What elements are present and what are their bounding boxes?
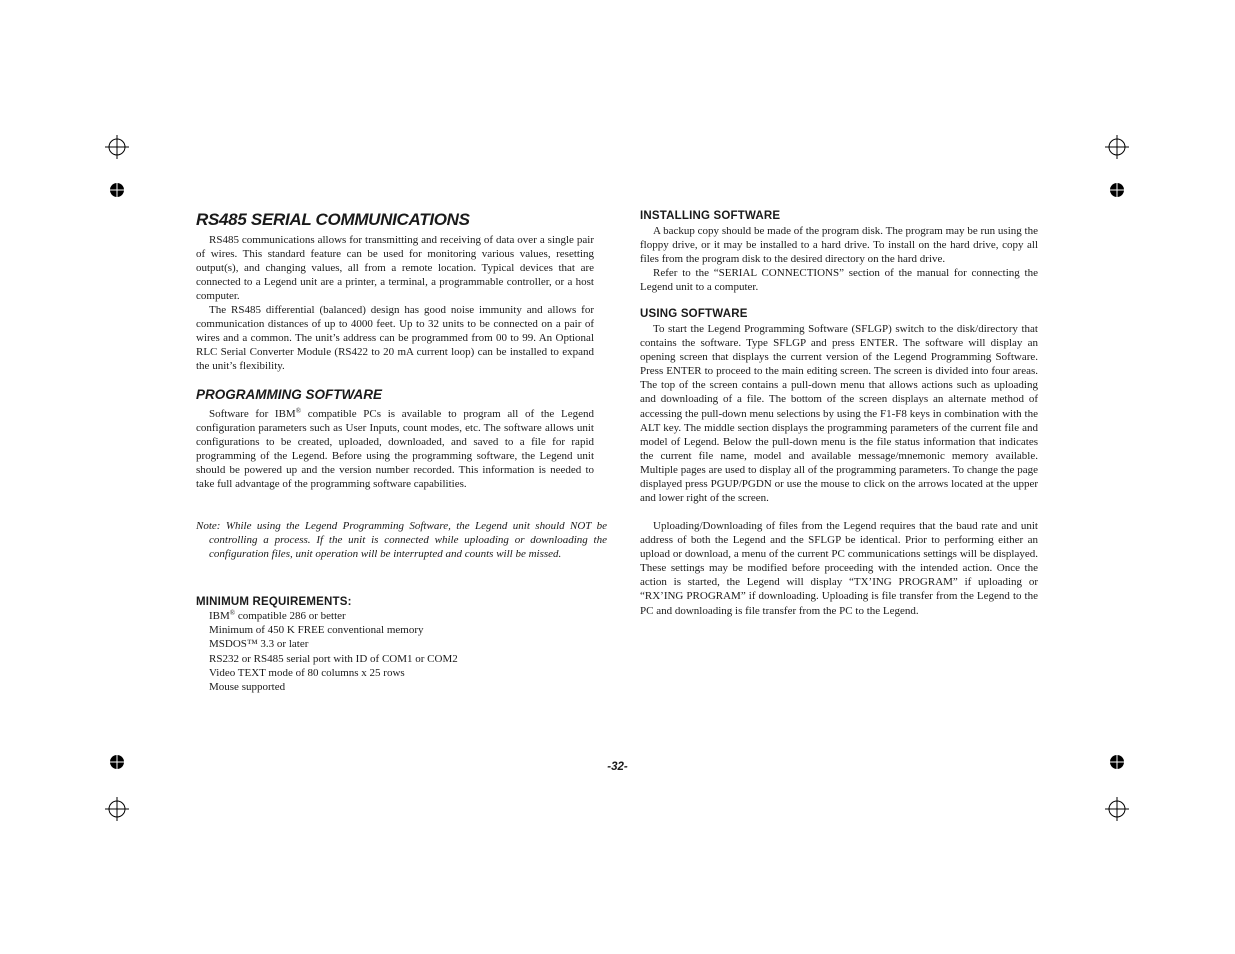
registration-crosshair-icon <box>105 135 129 159</box>
list-item: Minimum of 450 K FREE conventional memory <box>209 624 424 637</box>
list-item: Mouse supported <box>209 681 286 694</box>
programming-software-heading: PROGRAMMING SOFTWARE <box>196 387 382 402</box>
registered-mark: ® <box>295 407 302 415</box>
programming-software-text: compatible PCs is available to program all of the Legend configuration parameters such as User Inputs, count modes, etc. The software allows unit configurations to be created, uploaded, downloaded, and saved to a file for rapid programming of the Legend. Before using the programming software, the Legend unit should be powered up and the version number recorded. This information is needed to take full advantage of the programming software capabilities. <box>196 408 594 491</box>
installing-software-heading: INSTALLING SOFTWARE <box>640 210 781 222</box>
installing-software-paragraph: A backup copy should be made of the program disk. The program may be run using the floppy drive, or it may be installed to a hard drive. To install on the hard drive, copy all files from the program disk to the desired directory on the hard drive. <box>640 225 1038 266</box>
registration-crosshair-icon <box>105 797 129 821</box>
using-software-paragraph: To start the Legend Programming Software (SFLGP) switch to the disk/directory that contains the software. Type SFLGP and press ENTER. The software will display an opening screen that displays the current version of the Legend Programming Software. Press ENTER to proceed to the main editing screen. The screen is divided into four areas. The top of the screen contains a pull-down menu that allows actions such as uploading and downloading of a file. The bottom of the screen displays an alternate method of accessing the pull-down menu selections by using the F1-F8 keys in combination with the ALT key. The middle section displays the programming parameters of the current file and model of Legend. Below the pull-down menu is the file status information that indicates the current file name, model and available message/mnemonic memory available. Multiple pages are used to display all of the programming parameters. To change the page displayed press PGUP/PGDN or use the mouse to click on the arrows located at the upper and lower right of the screen. <box>640 323 1038 505</box>
rs485-design-paragraph: The RS485 differential (balanced) design has good noise immunity and allows for communication distances of up to 4000 feet. Up to 32 units to be connected on a pair of wires and a common. The unit’s address can be programmed from 00 to 99. An Optional RLC Serial Converter Module (RS422 to 20 mA current loop) can be installed to expand the unit’s flexibility. <box>196 304 594 373</box>
list-item: RS232 or RS485 serial port with ID of COM1 or COM2 <box>209 652 458 665</box>
rs485-intro-paragraph: RS485 communications allows for transmitting and receiving of data over a single pair of wires. This standard feature can be used for monitoring various values, resetting output(s), and changing values, all from a remote location. Typical devices that are connected to a Legend unit are a printer, a terminal, a programmable controller, or a host computer. <box>196 234 594 303</box>
section-title-rs485: RS485 SERIAL COMMUNICATIONS <box>196 210 470 229</box>
list-item: Video TEXT mode of 80 columns x 25 rows <box>209 666 405 679</box>
upload-download-paragraph: Uploading/Downloading of files from the Legend requires that the baud rate and unit address of both the Legend and the SFLGP be identical. Prior to performing either an upload or download, a menu of the current PC communications settings will be displayed. These settings may be modified before proceeding with the intended action. Once the action is started, the Legend will display “TX’ING PROGRAM” if uploading or “RX’ING PROGRAM” if downloading. Uploading is file transfer from the Legend to the PC and downloading is file transfer from the PC to the Legend. <box>640 520 1038 617</box>
ibm-text: IBM <box>209 610 230 622</box>
minimum-requirements-heading: MINIMUM REQUIREMENTS: <box>196 596 352 608</box>
software-note: Note: While using the Legend Programming Software, the Legend unit should NOT be controlling a process. If the unit is connected while uploading or downloading the configuration files, unit operation will be interrupted and counts will be missed. <box>196 520 607 561</box>
list-item <box>209 609 458 623</box>
using-software-heading: USING SOFTWARE <box>640 308 748 320</box>
requirement-text: compatible 286 or better <box>235 610 346 622</box>
list-item: MSDOS™ 3.3 or later <box>209 638 309 651</box>
requirements-list <box>209 609 458 694</box>
registration-dot-icon <box>109 182 125 198</box>
registered-mark: ® <box>229 609 236 617</box>
programming-software-paragraph <box>196 407 594 492</box>
registration-crosshair-icon <box>1105 135 1129 159</box>
serial-connections-paragraph: Refer to the “SERIAL CONNECTIONS” section of the manual for connecting the Legend unit to a computer. <box>640 267 1038 294</box>
ibm-text: Software for IBM <box>209 408 296 420</box>
page-number: -32- <box>607 761 628 773</box>
registration-dot-icon <box>1109 182 1125 198</box>
registration-crosshair-icon <box>1105 797 1129 821</box>
